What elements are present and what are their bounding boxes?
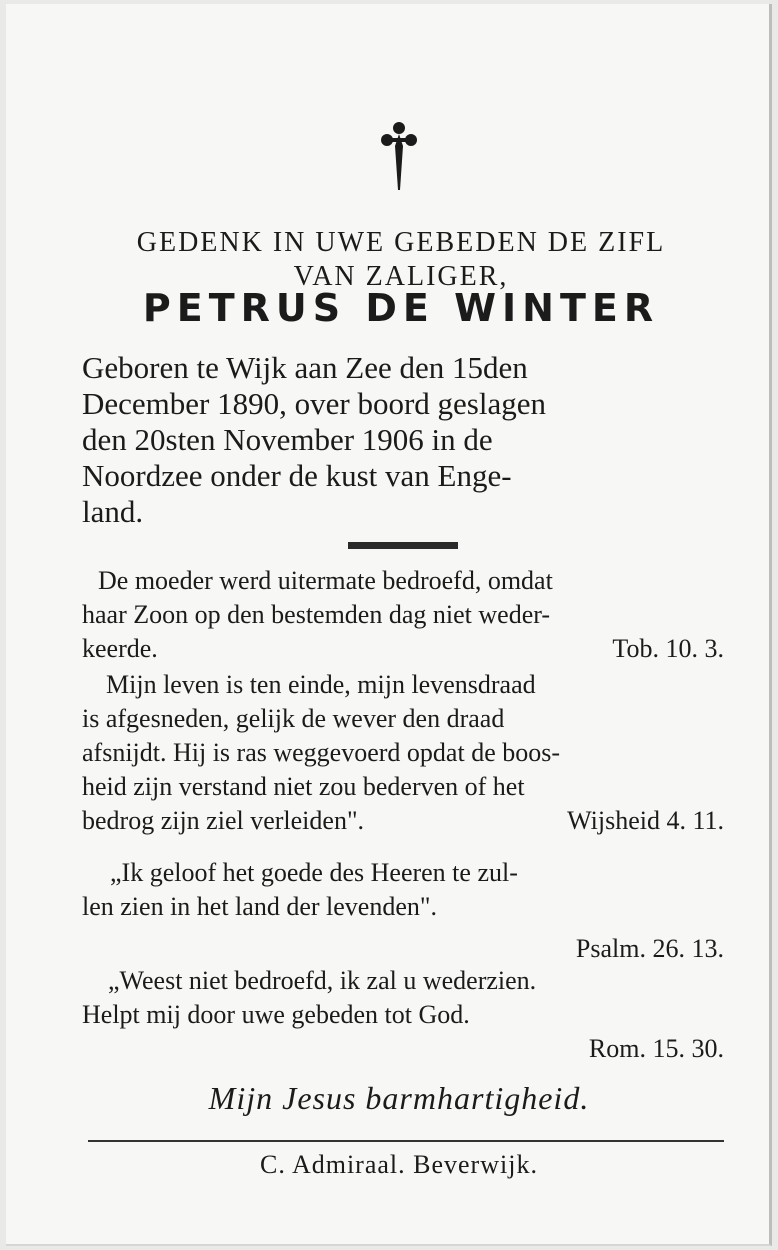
verse-line: afsnijdt. Hij is ras weggevoerd opdat de boos-: [82, 738, 561, 767]
bio-line: land.: [82, 494, 144, 529]
closing-prayer: Mijn Jesus barmhartigheid.: [208, 1080, 590, 1116]
bio-line: Noordzee onder de kust van Enge-: [82, 458, 512, 493]
verse-psalm: [82, 856, 724, 966]
verse-line: „Ik geloof het goede des Heeren te zul-: [110, 858, 518, 887]
verse-reference: Tob. 10. 3.: [612, 634, 724, 663]
verse-line: is afgesneden, gelijk de wever den draad: [82, 704, 505, 733]
verse-line: „Weest niet bedroefd, ik zal u wederzien.: [108, 966, 537, 995]
printer-credit: C. Admiraal. Beverwijk.: [260, 1150, 538, 1179]
verse-line: len zien in het land der levenden".: [82, 892, 437, 921]
bio-line: Geboren te Wijk aan Zee den 15den: [82, 350, 528, 385]
verse-line: Helpt mij door uwe gebeden tot God.: [82, 1000, 470, 1029]
verse-romans: [82, 964, 724, 1066]
memorial-card: [6, 4, 772, 1246]
verse-line: keerde.: [82, 634, 158, 663]
verse-line: haar Zoon op den bestemden dag niet weder-: [82, 600, 551, 629]
deceased-name: PETRUS DE WINTER: [142, 286, 660, 330]
verse-line: Mijn leven is ten einde, mijn levensdraad: [106, 670, 536, 699]
verse-line: bedrog zijn ziel verleiden".: [82, 806, 365, 835]
biography: [82, 350, 724, 530]
intro-line-1: GEDENK IN UWE GEBEDEN DE ZIFL: [136, 227, 666, 258]
cross-icon: [374, 116, 424, 196]
divider: [348, 542, 458, 549]
intro-text: [76, 226, 726, 294]
intro-line-2: VAN ZALIGER,: [293, 261, 509, 292]
verse-reference: Rom. 15. 30.: [588, 1034, 724, 1063]
verse-line: De moeder werd uitermate bedroefd, omdat: [98, 566, 553, 595]
verse-wisdom: [82, 668, 724, 838]
verse-reference: Wijsheid 4. 11.: [567, 806, 724, 835]
verse-line: heid zijn verstand niet zou bederven of het: [82, 772, 525, 801]
bio-line: den 20sten November 1906 in de: [82, 422, 493, 457]
footer-rule: [88, 1140, 724, 1142]
verse-tobit: [82, 564, 724, 666]
verse-reference: Psalm. 26. 13.: [575, 934, 724, 963]
bio-line: December 1890, over boord geslagen: [82, 386, 546, 421]
